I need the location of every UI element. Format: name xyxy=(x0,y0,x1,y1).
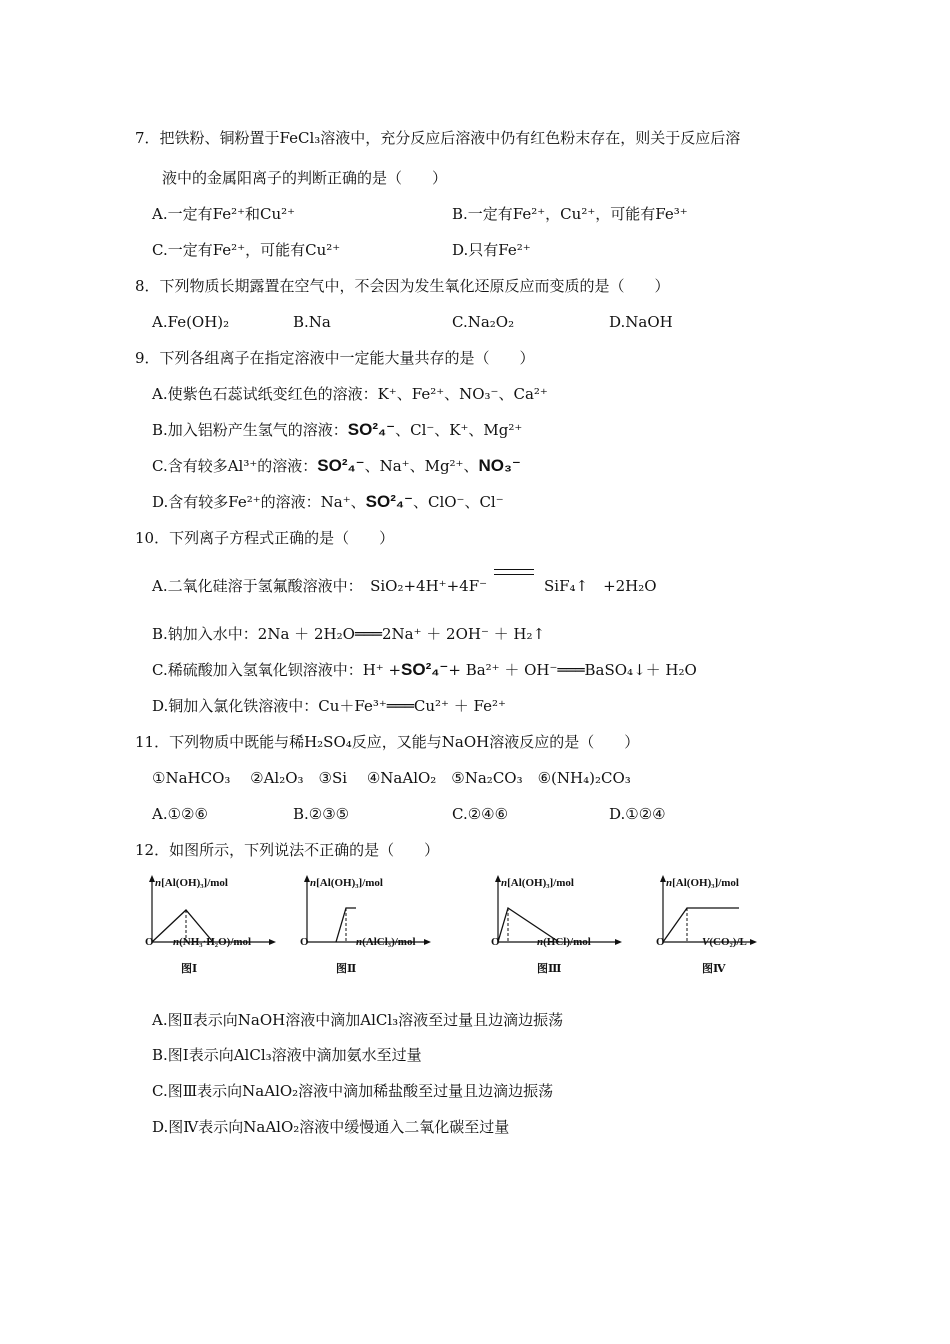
q12-option-b: B.图Ⅰ表示向AlCl₃溶液中滴加氨水至过量 xyxy=(152,1046,422,1064)
q7-option-c: C.一定有Fe²⁺，可能有Cu²⁺ xyxy=(152,241,341,259)
q9-option-d xyxy=(152,492,504,512)
q8-option-b: B.Na xyxy=(293,313,331,331)
sulfate-ion: SO²₄⁻ xyxy=(365,492,413,511)
q12-option-a: A.图Ⅱ表示向NaOH溶液中滴加AlCl₃溶液至过量且边滴边振荡 xyxy=(152,1011,564,1029)
q7-stem-line1: 7．把铁粉、铜粉置于FeCl₃溶液中，充分反应后溶液中仍有红色粉末存在，则关于反应后溶 xyxy=(135,129,741,147)
q7-option-b: B.一定有Fe²⁺，Cu²⁺，可能有Fe³⁺ xyxy=(452,205,688,223)
x-axis-arrow-icon xyxy=(424,939,431,945)
q10-option-d: D.铜加入氯化铁溶液中：Cu＋Fe³⁺═══Cu²⁺ ＋ Fe²⁺ xyxy=(152,697,506,715)
q11-option-b: B.②③⑤ xyxy=(293,805,350,823)
graph-3-caption: 图Ⅲ xyxy=(537,962,562,975)
q10-stem: 10．下列离子方程式正确的是（ ） xyxy=(135,529,395,547)
y-axis-label: n[Al(OH)₃]/mol xyxy=(501,877,574,889)
origin-label: O xyxy=(656,936,665,948)
q9-option-c-text: C.含有较多Al³⁺的溶液： xyxy=(152,457,318,475)
q8-option-c: C.Na₂O₂ xyxy=(452,313,515,331)
y-axis-label: n[Al(OH)₃]/mol xyxy=(310,877,383,889)
x-axis-arrow-icon xyxy=(615,939,622,945)
q7-option-a: A.一定有Fe²⁺和Cu²⁺ xyxy=(152,205,296,223)
q11-option-d: D.①②④ xyxy=(609,805,666,823)
graph-2-caption: 图Ⅱ xyxy=(336,962,357,975)
q9-option-d-rest: 、ClO⁻、Cl⁻ xyxy=(412,493,504,511)
graph-4-caption: 图Ⅳ xyxy=(702,962,726,975)
x-axis-arrow-icon xyxy=(269,939,276,945)
origin-label: O xyxy=(145,936,154,948)
q10-option-a-right: SiF₄↑ +2H₂O xyxy=(544,577,657,595)
graph-2 xyxy=(300,872,450,982)
q11-option-a: A.①②⑥ xyxy=(152,805,208,823)
equals-sign-bottom xyxy=(494,574,534,575)
q12-stem: 12．如图所示，下列说法不正确的是（ ） xyxy=(135,841,440,859)
q8-option-a: A.Fe(OH)₂ xyxy=(152,313,230,331)
q9-option-d-text: D.含有较多Fe²⁺的溶液：Na⁺、 xyxy=(152,493,366,511)
q9-option-b-text: B.加入铝粉产生氢气的溶液： xyxy=(152,421,348,439)
q10-option-c-rest: + Ba²⁺ ＋ OH⁻═══BaSO₄↓＋ H₂O xyxy=(448,661,697,679)
x-axis-label: V(CO₂)/L xyxy=(702,936,747,948)
x-axis-label: n(AlCl₃)/mol xyxy=(356,936,416,948)
q9-option-b xyxy=(152,420,522,440)
q8-stem: 8．下列物质长期露置在空气中，不会因为发生氧化还原反应而变质的是（ ） xyxy=(135,277,670,295)
origin-label: O xyxy=(491,936,500,948)
sulfate-ion: SO²₄⁻ xyxy=(317,456,365,475)
y-axis-label: n[Al(OH)₃]/mol xyxy=(666,877,739,889)
q9-option-b-rest: 、Cl⁻、K⁺、Mg²⁺ xyxy=(395,421,523,439)
graph-1 xyxy=(145,872,295,982)
x-axis-label: n(NH₃·H₂O)/mol xyxy=(173,936,252,948)
nitrate-ion: NO₃⁻ xyxy=(478,456,521,475)
origin-label: O xyxy=(300,936,309,948)
q8-option-d: D.NaOH xyxy=(609,313,673,331)
q11-option-c: C.②④⑥ xyxy=(452,805,509,823)
x-axis-arrow-icon xyxy=(750,939,757,945)
q9-option-a: A.使紫色石蕊试纸变红色的溶液：K⁺、Fe²⁺、NO₃⁻、Ca²⁺ xyxy=(152,385,548,403)
sulfate-ion: SO²₄⁻ xyxy=(401,660,449,679)
q12-option-c: C.图Ⅲ表示向NaAlO₂溶液中滴加稀盐酸至过量且边滴边振荡 xyxy=(152,1082,554,1100)
x-axis-label: n(HCl)/mol xyxy=(537,936,591,948)
q12-option-d: D.图Ⅳ表示向NaAlO₂溶液中缓慢通入二氧化碳至过量 xyxy=(152,1118,510,1136)
graph-4 xyxy=(656,872,806,982)
sulfate-ion: SO²₄⁻ xyxy=(347,420,396,439)
q9-stem: 9．下列各组离子在指定溶液中一定能大量共存的是（ ） xyxy=(135,349,535,367)
q7-option-d: D.只有Fe²⁺ xyxy=(452,241,531,259)
q11-stem: 11．下列物质中既能与稀H₂SO₄反应，又能与NaOH溶液反应的是（ ） xyxy=(135,733,640,751)
q10-option-c-text: C.稀硫酸加入氢氧化钡溶液中：H⁺ + xyxy=(152,661,402,679)
q7-stem-line2: 液中的金属阳离子的判断正确的是（ ） xyxy=(162,169,448,187)
q10-option-a-left: A.二氧化硅溶于氢氟酸溶液中： SiO₂+4H⁺+4F⁻ xyxy=(152,577,488,595)
graph-3 xyxy=(491,872,641,982)
equals-sign-top xyxy=(494,569,534,570)
y-axis-label: n[Al(OH)₃]/mol xyxy=(155,877,228,889)
q10-option-c xyxy=(152,660,697,680)
q9-option-c-mid: 、Na⁺、Mg²⁺、 xyxy=(364,457,479,475)
q11-items: ①NaHCO₃ ②Al₂O₃ ③Si ④NaAlO₂ ⑤Na₂CO₃ ⑥(NH₄)₂CO₃ xyxy=(152,769,631,787)
q10-option-b: B.钠加入水中：2Na ＋ 2H₂O═══2Na⁺ ＋ 2OH⁻ ＋ H₂↑ xyxy=(152,625,546,643)
graph-1-caption: 图Ⅰ xyxy=(181,962,198,975)
q9-option-c xyxy=(152,456,521,476)
